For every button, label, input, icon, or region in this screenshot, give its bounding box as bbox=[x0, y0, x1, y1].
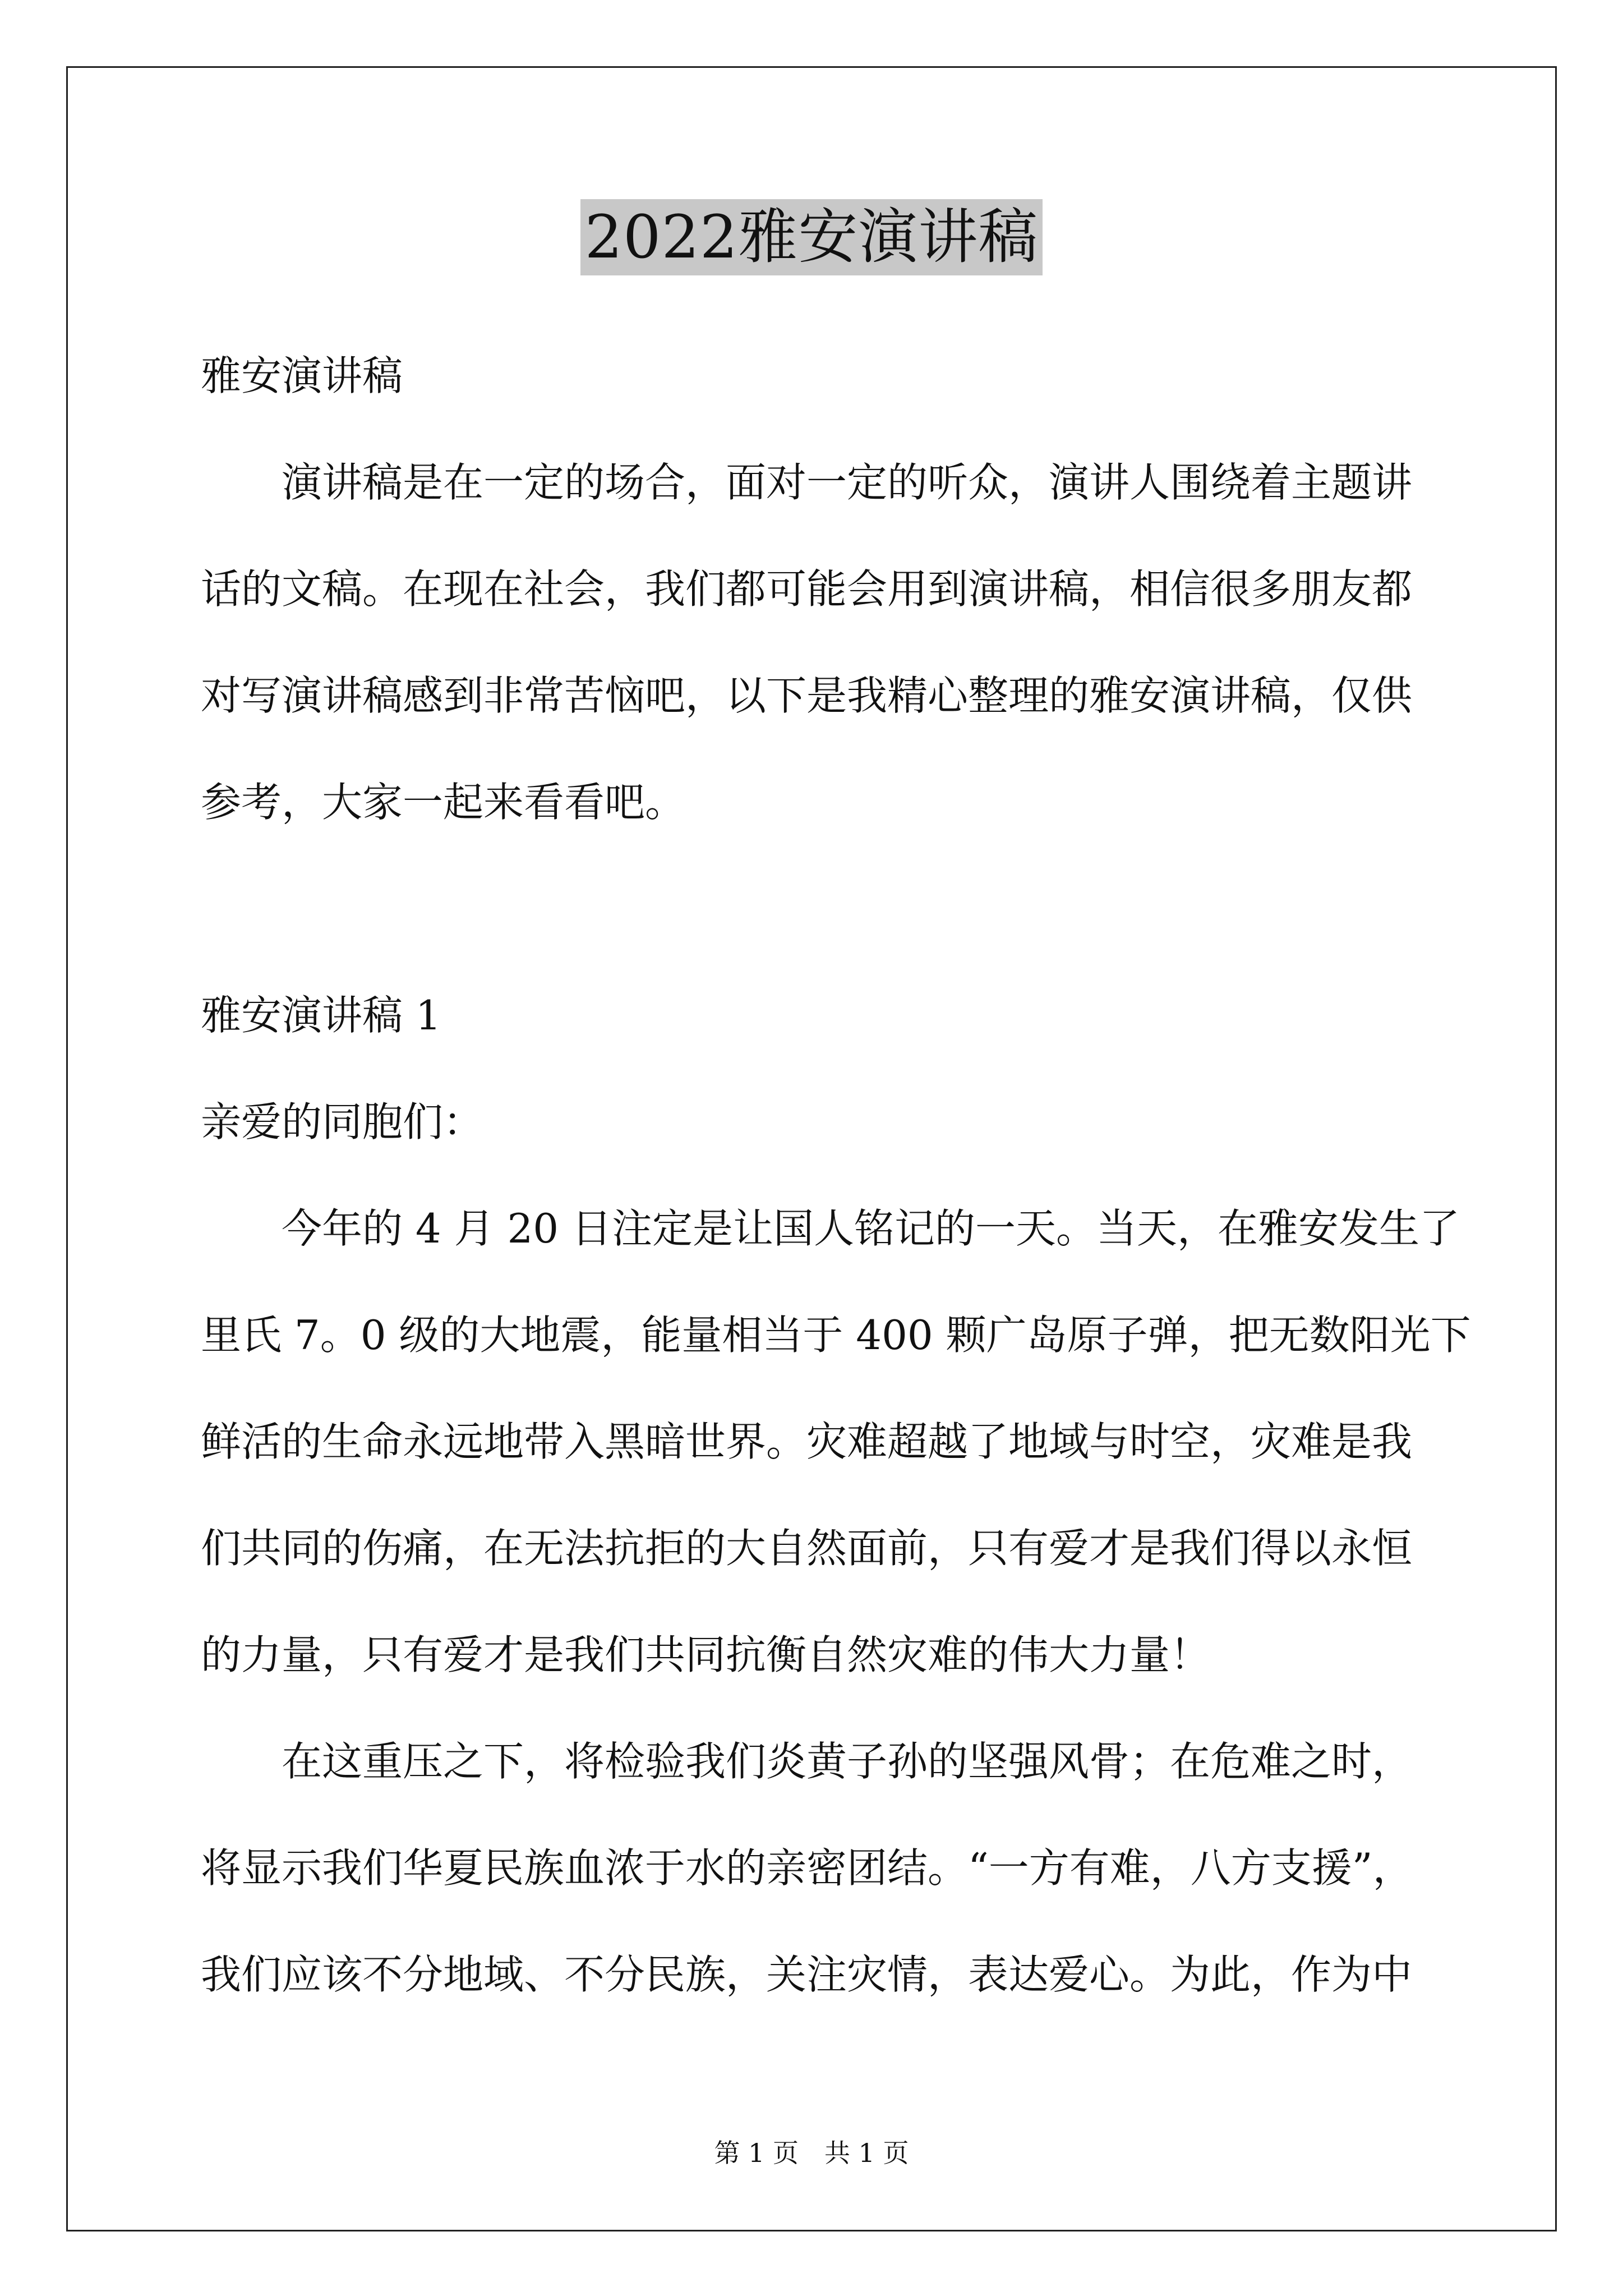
paragraph-line: 们共同的伤痛，在无法抗拒的大自然面前，只有爱才是我们得以永恒 bbox=[201, 1525, 1413, 1572]
paragraph-line: 我们应该不分地域、不分民族，关注灾情，表达爱心。为此，作为中 bbox=[201, 1951, 1413, 1998]
paragraph-line: 的力量，只有爱才是我们共同抗衡自然灾难的伟大力量！ bbox=[201, 1631, 1211, 1678]
paragraph-line: 在这重压之下，将检验我们炎黄子孙的坚强风骨；在危难之时， bbox=[282, 1738, 1413, 1785]
paragraph-line: 今年的 4 月 20 日注定是让国人铭记的一天。当天，在雅安发生了 bbox=[282, 1205, 1460, 1252]
title-container bbox=[0, 199, 1623, 275]
paragraph-line: 里氏 7。0 级的大地震，能量相当于 400 颗广岛原子弹，把无数阳光下 bbox=[201, 1312, 1471, 1359]
section-heading: 雅安演讲稿 bbox=[201, 352, 403, 399]
paragraph-line: 将显示我们华夏民族血浓于水的亲密团结。“一方有难，八方支援”， bbox=[201, 1844, 1413, 1892]
paragraph-line: 参考，大家一起来看看吧。 bbox=[201, 779, 686, 826]
section-heading: 雅安演讲稿 1 bbox=[201, 992, 441, 1039]
paragraph-line: 对写演讲稿感到非常苦恼吧，以下是我精心整理的雅安演讲稿，仅供 bbox=[201, 672, 1413, 719]
salutation: 亲爱的同胞们： bbox=[201, 1098, 484, 1145]
document-title: 2022雅安演讲稿 bbox=[580, 199, 1043, 275]
paragraph-line: 演讲稿是在一定的场合，面对一定的听众，演讲人围绕着主题讲 bbox=[282, 459, 1413, 506]
page-number: 第 1 页 共 1 页 bbox=[714, 2138, 909, 2168]
paragraph-line: 话的文稿。在现在社会，我们都可能会用到演讲稿，相信很多朋友都 bbox=[201, 565, 1413, 613]
paragraph-line: 鲜活的生命永远地带入黑暗世界。灾难超越了地域与时空，灾难是我 bbox=[201, 1418, 1413, 1465]
